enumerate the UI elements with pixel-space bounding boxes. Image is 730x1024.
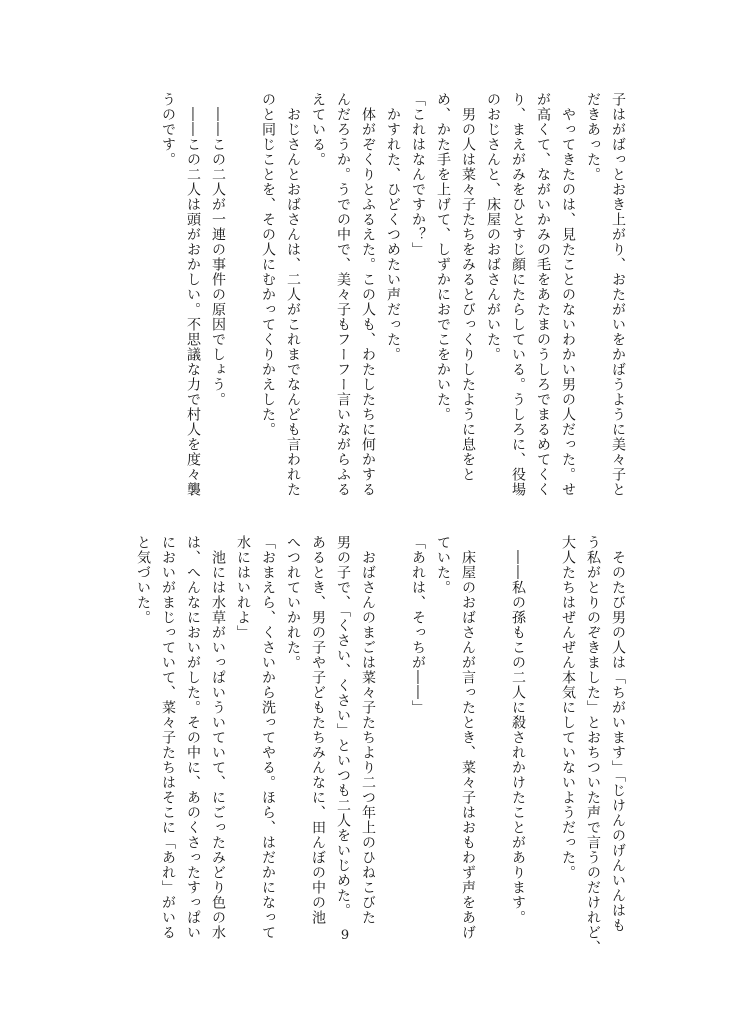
text-line: が高くて、ながいかみの毛をあたまのうしろでまるめてくく [535, 92, 551, 497]
text-line [230, 92, 255, 522]
text-line: ていた。 [435, 535, 451, 595]
text-line: んだろうか。うでの中で、美々子もフーフー言いながらふる [335, 92, 351, 497]
text-line: 大人たちはぜんぜん本気にしていないようだった。 [560, 535, 576, 880]
text-block-bottom [90, 535, 630, 955]
text-line: 「あれは、そっちが――」 [410, 535, 426, 715]
text-line: うのです。 [160, 92, 176, 167]
text-line: は、へんなにおいがした。その中に、あのくさったすっぱい [185, 535, 201, 940]
text-line: おじさんとおばさんは、二人がこれまでなんども言われた [285, 92, 301, 497]
text-line: そのたび男の人は「ちがいます」「じけんのげんいんはも [610, 535, 626, 933]
text-line: 「おまえら、くさいから洗ってやる。ほら、はだかになって [260, 535, 276, 940]
text-line [480, 535, 505, 955]
text-block-top [90, 92, 630, 522]
text-line: と気づいた。 [135, 535, 151, 625]
text-line: においがまじっていて、菜々子たちはそこに「あれ」がいる [160, 535, 176, 940]
text-line: ――この二人は頭がおかしい。不思議な力で村人を度々襲 [185, 92, 201, 497]
text-line: 体がぞくりとふるえた。この人も、わたしたちに何かする [360, 92, 376, 497]
text-line: へつれていかれた。 [285, 535, 301, 670]
text-line: 子はがばっとおき上がり、おたがいをかばうように美々子と [610, 92, 626, 497]
text-line: だきあった。 [585, 92, 601, 182]
text-line: やってきたのは、見たことのないわかい男の人だった。せ [560, 92, 576, 497]
text-line: おばさんのまごは菜々子たちより二つ年上のひねこびた [360, 535, 376, 925]
text-line: かすれた、ひどくつめたい声だった。 [385, 92, 401, 362]
text-line: 男の人は菜々子たちをみるとびっくりしたように息をと [460, 92, 476, 482]
text-line: 床屋のおばさんが言ったとき、菜々子はおもわず声をあげ [460, 535, 476, 940]
text-line: あるとき、男の子や子どもたちみんなに、田んぼの中の池 [310, 535, 326, 925]
text-line: ――この二人が一連の事件の原因でしょう。 [210, 92, 226, 407]
text-line: り、まえがみをひとすじ顔にたらしている。うしろに、役場 [510, 92, 526, 497]
text-line: め、かた手を上げて、しずかにおでこをかいた。 [435, 92, 451, 422]
text-line: 男の子で、「くさい、くさい」といつも二人をいじめた。 [335, 535, 351, 918]
text-line: のおじさんと、床屋のおばさんがいた。 [485, 92, 501, 362]
text-line: のと同じことを、その人にむかってくりかえした。 [260, 92, 276, 437]
text-line: 水にはいれよ」 [235, 535, 251, 640]
text-line: 「これはなんですか？」 [410, 92, 426, 257]
text-line: 池には水草がいっぱいういていて、にごったみどり色の水 [210, 535, 226, 940]
text-line: ――私の孫もこの二人に殺されかけたことがあります。 [510, 535, 526, 925]
text-line: えている。 [310, 92, 326, 167]
text-line [380, 535, 405, 955]
page-number: 9 [340, 928, 350, 943]
text-line: う私がとりのぞきました」とおちついた声で言うのだけれど、 [585, 535, 601, 955]
text-line [530, 535, 555, 955]
